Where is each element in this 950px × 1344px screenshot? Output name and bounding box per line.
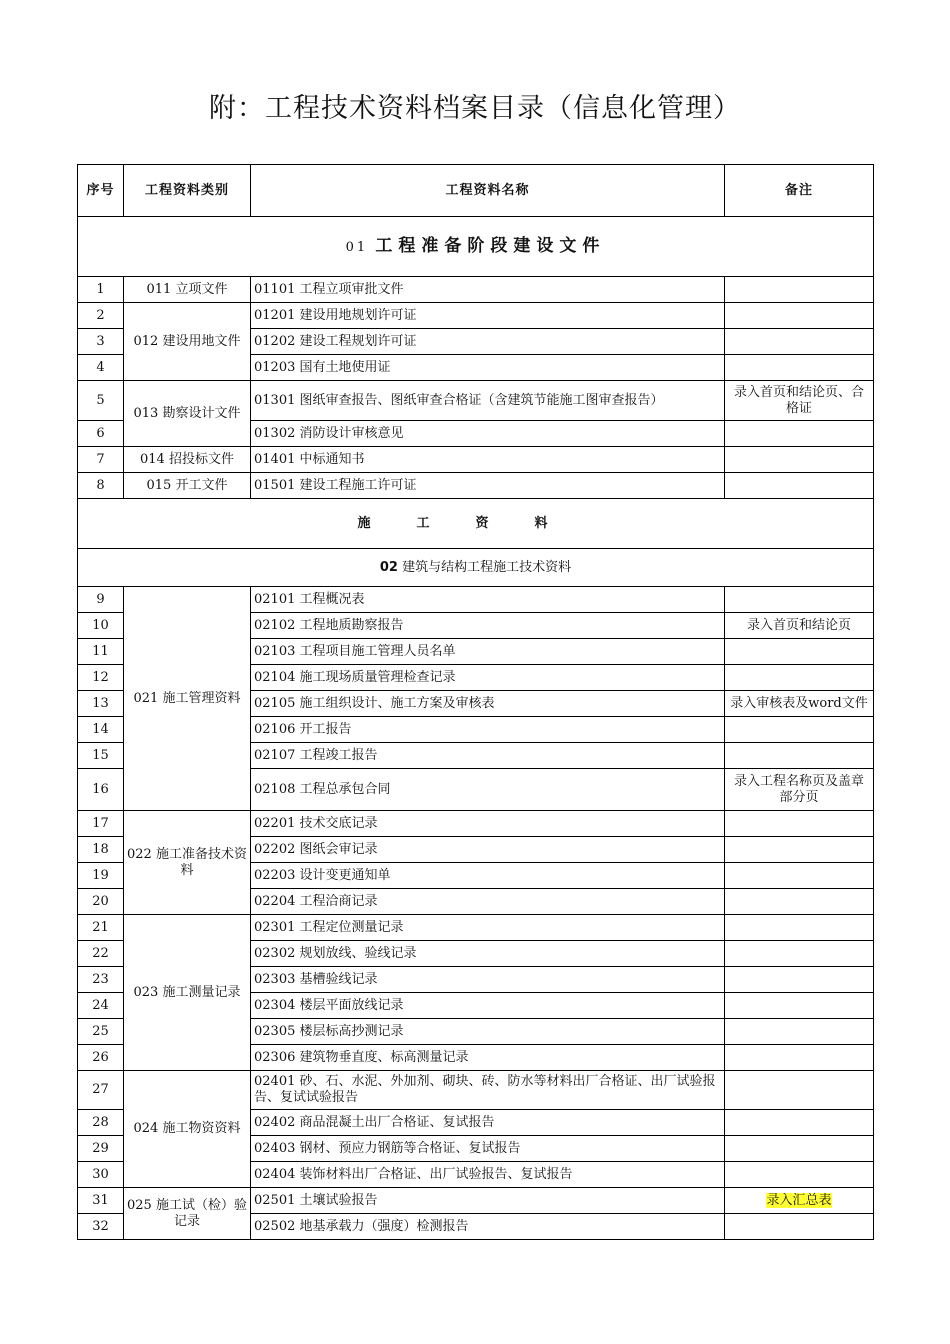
table-header-row xyxy=(78,165,874,217)
section-code: 01 xyxy=(345,239,369,255)
row-name: 02401 砂、石、水泥、外加剂、砌块、砖、防水等材料出厂合格证、出厂试验报告、复试试验报告 xyxy=(251,1071,725,1110)
header-name: 工程资料名称 xyxy=(251,165,725,217)
row-name: 02103 工程项目施工管理人员名单 xyxy=(251,639,725,665)
row-no: 13 xyxy=(78,691,124,717)
row-no: 21 xyxy=(78,915,124,941)
row-category: 011 立项文件 xyxy=(124,277,251,303)
row-note: 录入工程名称页及盖章部分页 xyxy=(725,769,874,811)
row-no: 25 xyxy=(78,1019,124,1045)
section-heading xyxy=(78,549,874,587)
table-row xyxy=(78,447,874,473)
row-note xyxy=(725,811,874,837)
row-no: 2 xyxy=(78,303,124,329)
row-note xyxy=(725,473,874,499)
header-no: 序号 xyxy=(78,165,124,217)
row-no: 12 xyxy=(78,665,124,691)
row-note xyxy=(725,665,874,691)
row-note: 录入首页和结论页 xyxy=(725,613,874,639)
row-note xyxy=(725,1110,874,1136)
section-code: 02 xyxy=(379,559,398,575)
row-category: 012 建设用地文件 xyxy=(124,303,251,381)
row-note xyxy=(725,1071,874,1110)
row-name: 01301 图纸审查报告、图纸审查合格证（含建筑节能施工图审查报告） xyxy=(251,381,725,421)
row-no: 9 xyxy=(78,587,124,613)
row-note xyxy=(725,743,874,769)
header-category: 工程资料类别 xyxy=(124,165,251,217)
table-row xyxy=(78,915,874,941)
row-note xyxy=(725,1188,874,1214)
row-name: 01201 建设用地规划许可证 xyxy=(251,303,725,329)
row-note xyxy=(725,447,874,473)
row-no: 14 xyxy=(78,717,124,743)
row-no: 15 xyxy=(78,743,124,769)
row-no: 22 xyxy=(78,941,124,967)
table-row xyxy=(78,473,874,499)
row-name: 02102 工程地质勘察报告 xyxy=(251,613,725,639)
table-row xyxy=(78,1071,874,1110)
row-no: 1 xyxy=(78,277,124,303)
row-name: 02403 钢材、预应力钢筋等合格证、复试报告 xyxy=(251,1136,725,1162)
row-no: 29 xyxy=(78,1136,124,1162)
row-note xyxy=(725,639,874,665)
row-name: 02106 开工报告 xyxy=(251,717,725,743)
row-name: 01101 工程立项审批文件 xyxy=(251,277,725,303)
row-name: 02404 装饰材料出厂合格证、出厂试验报告、复试报告 xyxy=(251,1162,725,1188)
row-note xyxy=(725,587,874,613)
row-no: 20 xyxy=(78,889,124,915)
row-note xyxy=(725,993,874,1019)
row-name: 02501 土壤试验报告 xyxy=(251,1188,725,1214)
row-category: 015 开工文件 xyxy=(124,473,251,499)
row-no: 19 xyxy=(78,863,124,889)
row-no: 23 xyxy=(78,967,124,993)
row-note xyxy=(725,421,874,447)
row-category: 022 施工准备技术资料 xyxy=(124,811,251,915)
table-row xyxy=(78,277,874,303)
row-category: 021 施工管理资料 xyxy=(124,587,251,811)
row-name: 01202 建设工程规划许可证 xyxy=(251,329,725,355)
row-name: 02301 工程定位测量记录 xyxy=(251,915,725,941)
row-no: 8 xyxy=(78,473,124,499)
row-note xyxy=(725,889,874,915)
section-heading-row xyxy=(78,549,874,587)
row-category: 023 施工测量记录 xyxy=(124,915,251,1071)
row-name: 02305 楼层标高抄测记录 xyxy=(251,1019,725,1045)
row-name: 02502 地基承载力（强度）检测报告 xyxy=(251,1214,725,1240)
row-name: 02105 施工组织设计、施工方案及审核表 xyxy=(251,691,725,717)
section-heading-row xyxy=(78,499,874,549)
row-name: 02302 规划放线、验线记录 xyxy=(251,941,725,967)
row-note xyxy=(725,863,874,889)
row-no: 10 xyxy=(78,613,124,639)
table-row xyxy=(78,381,874,421)
row-name: 02303 基槽验线记录 xyxy=(251,967,725,993)
row-no: 4 xyxy=(78,355,124,381)
row-note xyxy=(725,915,874,941)
row-name: 02204 工程洽商记录 xyxy=(251,889,725,915)
row-category: 024 施工物资资料 xyxy=(124,1071,251,1188)
section-heading-row xyxy=(78,217,874,277)
row-note xyxy=(725,277,874,303)
row-no: 7 xyxy=(78,447,124,473)
row-note xyxy=(725,1136,874,1162)
row-no: 16 xyxy=(78,769,124,811)
header-note: 备注 xyxy=(725,165,874,217)
row-name: 01401 中标通知书 xyxy=(251,447,725,473)
row-no: 18 xyxy=(78,837,124,863)
row-name: 02304 楼层平面放线记录 xyxy=(251,993,725,1019)
row-note xyxy=(725,303,874,329)
row-category: 014 招投标文件 xyxy=(124,447,251,473)
row-no: 28 xyxy=(78,1110,124,1136)
row-note xyxy=(725,1214,874,1240)
table-row xyxy=(78,303,874,329)
row-name: 02402 商品混凝土出厂合格证、复试报告 xyxy=(251,1110,725,1136)
row-category: 025 施工试（检）验记录 xyxy=(124,1188,251,1240)
row-no: 11 xyxy=(78,639,124,665)
row-note xyxy=(725,941,874,967)
table-row xyxy=(78,587,874,613)
section-title: 工程准备阶段建设文件 xyxy=(375,235,606,256)
row-name: 02306 建筑物垂直度、标高测量记录 xyxy=(251,1045,725,1071)
row-name: 02104 施工现场质量管理检查记录 xyxy=(251,665,725,691)
row-note xyxy=(725,1162,874,1188)
row-no: 24 xyxy=(78,993,124,1019)
row-name: 02107 工程竣工报告 xyxy=(251,743,725,769)
row-no: 17 xyxy=(78,811,124,837)
row-note xyxy=(725,1045,874,1071)
row-no: 6 xyxy=(78,421,124,447)
row-no: 3 xyxy=(78,329,124,355)
row-note xyxy=(725,717,874,743)
archive-catalog-table xyxy=(77,164,874,1240)
section-heading xyxy=(78,217,874,277)
row-note xyxy=(725,1019,874,1045)
row-name: 02108 工程总承包合同 xyxy=(251,769,725,811)
highlighted-note: 录入汇总表 xyxy=(766,1192,832,1208)
row-no: 27 xyxy=(78,1071,124,1110)
row-note xyxy=(725,967,874,993)
row-name: 02201 技术交底记录 xyxy=(251,811,725,837)
row-name: 01203 国有土地使用证 xyxy=(251,355,725,381)
row-no: 31 xyxy=(78,1188,124,1214)
page-title: 附：工程技术资料档案目录（信息化管理） xyxy=(209,93,741,124)
row-category: 013 勘察设计文件 xyxy=(124,381,251,447)
row-name: 02203 设计变更通知单 xyxy=(251,863,725,889)
row-name: 02202 图纸会审记录 xyxy=(251,837,725,863)
row-no: 26 xyxy=(78,1045,124,1071)
section-heading: 施工资料 xyxy=(78,499,874,549)
section-title: 建筑与结构工程施工技术资料 xyxy=(402,559,572,575)
row-no: 5 xyxy=(78,381,124,421)
row-note xyxy=(725,355,874,381)
row-name: 01501 建设工程施工许可证 xyxy=(251,473,725,499)
row-note xyxy=(725,329,874,355)
row-name: 02101 工程概况表 xyxy=(251,587,725,613)
row-note: 录入审核表及word文件 xyxy=(725,691,874,717)
row-note xyxy=(725,837,874,863)
row-no: 32 xyxy=(78,1214,124,1240)
table-row xyxy=(78,1188,874,1214)
row-no: 30 xyxy=(78,1162,124,1188)
row-name: 01302 消防设计审核意见 xyxy=(251,421,725,447)
table-row xyxy=(78,811,874,837)
row-note: 录入首页和结论页、合格证 xyxy=(725,381,874,421)
